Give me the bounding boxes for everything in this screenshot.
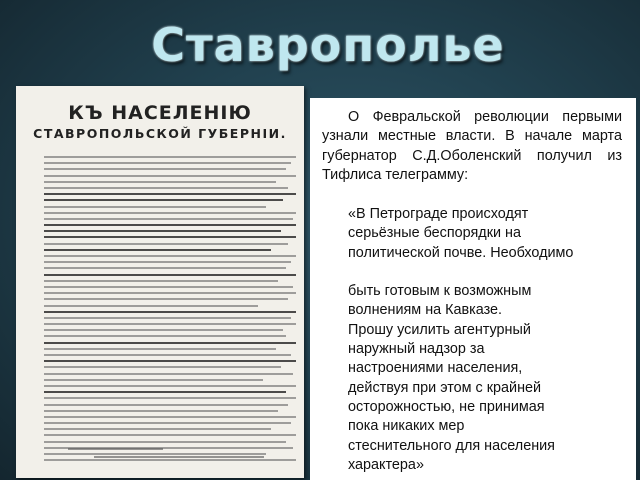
document-text-line xyxy=(44,162,291,164)
quote-line: волнениям на Кавказе. xyxy=(348,302,503,319)
document-text-line xyxy=(44,422,291,424)
document-text-line xyxy=(44,218,293,220)
document-text-line xyxy=(44,261,291,263)
document-text-line xyxy=(44,317,291,319)
intro-line: первыми узнали местные власти. В xyxy=(322,109,623,145)
document-subheading: СТАВРОПОЛЬСКОЙ ГУБЕРНІИ. xyxy=(33,126,287,141)
document-text-line xyxy=(44,292,296,294)
intro-line: С.Д.Оболенский получил из xyxy=(412,147,623,164)
document-text-line xyxy=(44,286,293,288)
text-panel xyxy=(310,98,636,480)
quote-line: характера» xyxy=(348,456,424,473)
document-text-line xyxy=(44,354,291,356)
quote-line: быть готовым к возможным xyxy=(348,283,532,300)
telegram-quote xyxy=(348,205,630,475)
document-text-line xyxy=(44,397,296,399)
quote-line: настроениями населения, xyxy=(348,360,523,377)
document-text-line xyxy=(44,267,286,269)
intro-line: О Февральской революции xyxy=(348,109,549,125)
slide-title: Ставрополье xyxy=(151,18,505,72)
quote-line: серьёзные беспорядки на xyxy=(348,225,521,242)
document-text-line xyxy=(44,255,296,257)
document-text-line xyxy=(44,348,276,350)
document-heading: КЪ НАСЕЛЕНІЮ xyxy=(68,102,252,124)
document-body-text xyxy=(44,156,296,465)
document-text-line xyxy=(44,329,283,331)
intro-paragraph xyxy=(322,108,622,185)
document-text-line xyxy=(44,373,293,375)
document-text-line xyxy=(44,199,283,201)
document-text-line xyxy=(44,274,296,276)
intro-line: Тифлиса телеграмму: xyxy=(322,166,469,183)
document-text-line xyxy=(44,410,278,412)
document-text-line xyxy=(44,441,286,443)
document-text-line xyxy=(44,360,296,362)
quote-line: стеснительного для населения xyxy=(348,437,555,454)
document-text-line xyxy=(44,366,281,368)
document-text-line xyxy=(44,230,281,232)
document-image xyxy=(16,86,304,478)
document-text-line xyxy=(44,416,296,418)
quote-line: политической почве. Необходимо xyxy=(348,244,574,261)
document-text-line xyxy=(44,175,296,177)
intro-line: начале марта губернатор xyxy=(322,128,622,164)
document-text-line xyxy=(44,298,288,300)
quote-line: «В Петрограде происходят xyxy=(348,206,529,222)
quote-line: осторожностью, не принимая xyxy=(348,398,545,415)
document-text-line xyxy=(44,206,266,208)
document-signature xyxy=(64,448,284,468)
document-text-line xyxy=(44,193,296,195)
document-text-line xyxy=(44,428,271,430)
quote-line: пока никаких мер xyxy=(348,418,465,435)
document-text-line xyxy=(44,243,288,245)
quote-blank-line xyxy=(348,263,630,282)
document-text-line xyxy=(44,311,296,313)
document-text-line xyxy=(44,385,296,387)
quote-line: действуя при этом с крайней xyxy=(348,379,542,396)
document-text-line xyxy=(44,305,258,307)
quote-line: Прошу усилить агентурный xyxy=(348,321,531,338)
document-text-line xyxy=(44,212,296,214)
document-text-line xyxy=(44,323,296,325)
document-text-line xyxy=(44,342,296,344)
document-text-line xyxy=(44,379,263,381)
document-text-line xyxy=(44,249,271,251)
quote-line: наружный надзор за xyxy=(348,341,485,358)
document-text-line xyxy=(44,187,288,189)
document-text-line xyxy=(44,404,288,406)
document-text-line xyxy=(44,181,276,183)
document-text-line xyxy=(44,335,286,337)
document-text-line xyxy=(44,224,296,226)
document-text-line xyxy=(44,280,278,282)
document-text-line xyxy=(44,236,296,238)
document-text-line xyxy=(44,168,286,170)
document-text-line xyxy=(44,434,296,436)
document-text-line xyxy=(44,391,286,393)
document-text-line xyxy=(44,156,296,158)
